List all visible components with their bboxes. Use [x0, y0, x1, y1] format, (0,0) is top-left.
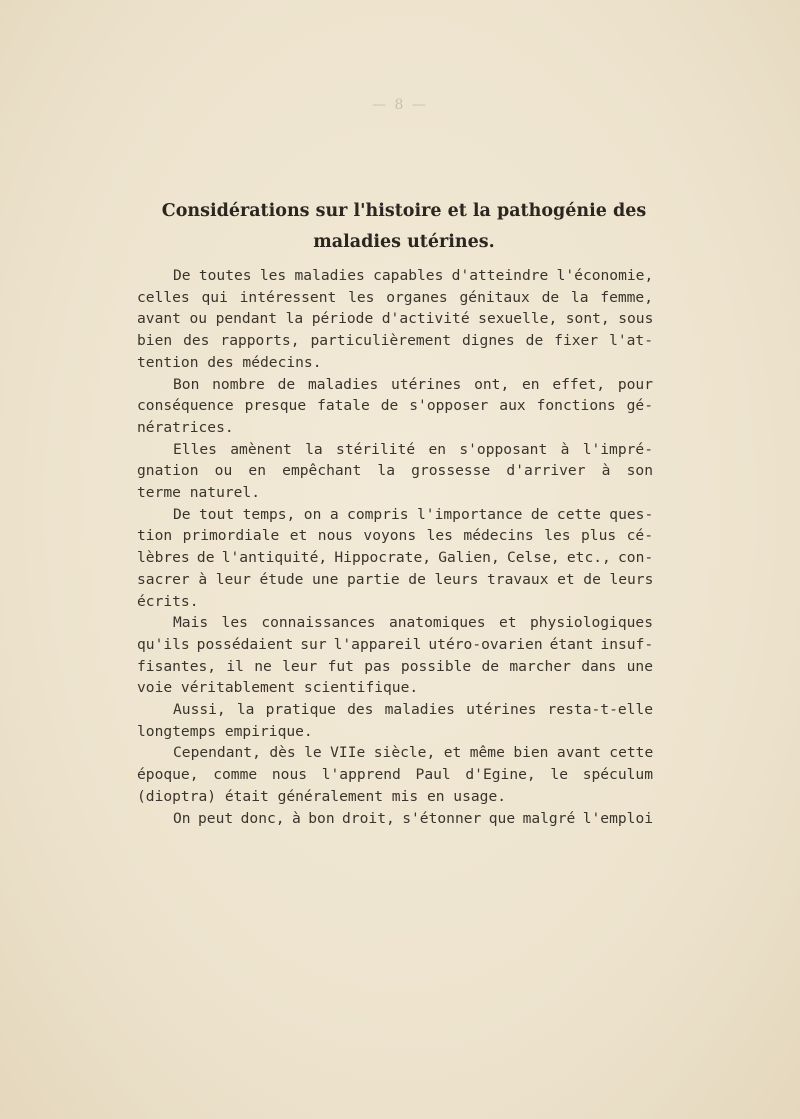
text-line: De toutes les maladies capables d'atteindre l'économie,	[173, 267, 654, 284]
text-line: époque, comme nous l'apprend Paul d'Egine, le spéculum	[137, 766, 653, 784]
chapter-title	[118, 196, 690, 258]
text-line: Elles amènent la stérilité en s'opposant à l'impré-	[173, 440, 653, 458]
text-line: terme naturel.	[137, 484, 261, 502]
text-line: nératrices.	[137, 418, 234, 436]
text-line: voie véritablement scientifique.	[137, 679, 419, 697]
text-line: longtemps empirique.	[137, 722, 313, 740]
text-line: sacrer à leur étude une partie de leurs travaux et de leurs	[137, 570, 654, 588]
text-line: On peut donc, à bon droit, s'étonner que malgré l'emploi	[173, 809, 654, 827]
text-line: Aussi, la pratique des maladies utérines resta-t-elle	[173, 701, 653, 719]
text-line: conséquence presque fatale de s'opposer aux fonctions gé-	[137, 397, 653, 415]
text-line: (dioptra) était généralement mis en usage.	[137, 787, 507, 805]
text-line: bien des rapports, particulièrement dignes de fixer l'at-	[137, 332, 653, 350]
text-line: gnation ou en empêchant la grossesse d'arriver à son	[137, 462, 653, 480]
text-line: Cependant, dès le VIIe siècle, et même bien avant cette	[173, 744, 654, 762]
page-number: — 8 —	[372, 97, 428, 113]
text-line: Bon nombre de maladies utérines ont, en effet, pour	[173, 375, 653, 393]
text-line: avant ou pendant la période d'activité sexuelle, sont, sous	[137, 310, 654, 328]
text-line: fisantes, il ne leur fut pas possible de marcher dans une	[137, 657, 653, 675]
text-line: celles qui intéressent les organes génitaux de la femme,	[137, 288, 653, 306]
text-line: lèbres de l'antiquité, Hippocrate, Galien, Celse, etc., con-	[137, 549, 654, 567]
text-line: tion primordiale et nous voyons les médecins les plus cé-	[137, 527, 653, 545]
text-line: écrits.	[137, 592, 199, 610]
text-line: Mais les connaissances anatomiques et physiologiques	[173, 614, 653, 632]
text-line: De tout temps, on a compris l'importance de cette ques-	[173, 505, 654, 523]
text-line: tention des médecins.	[137, 353, 322, 371]
body-text	[137, 265, 653, 829]
chapter-title-line-1: Considérations sur l'histoire et la pathogénie des	[161, 201, 647, 221]
text-line: qu'ils possédaient sur l'appareil utéro-ovarien étant insuf-	[137, 635, 654, 653]
chapter-title-line-2: maladies utérines.	[313, 232, 495, 252]
